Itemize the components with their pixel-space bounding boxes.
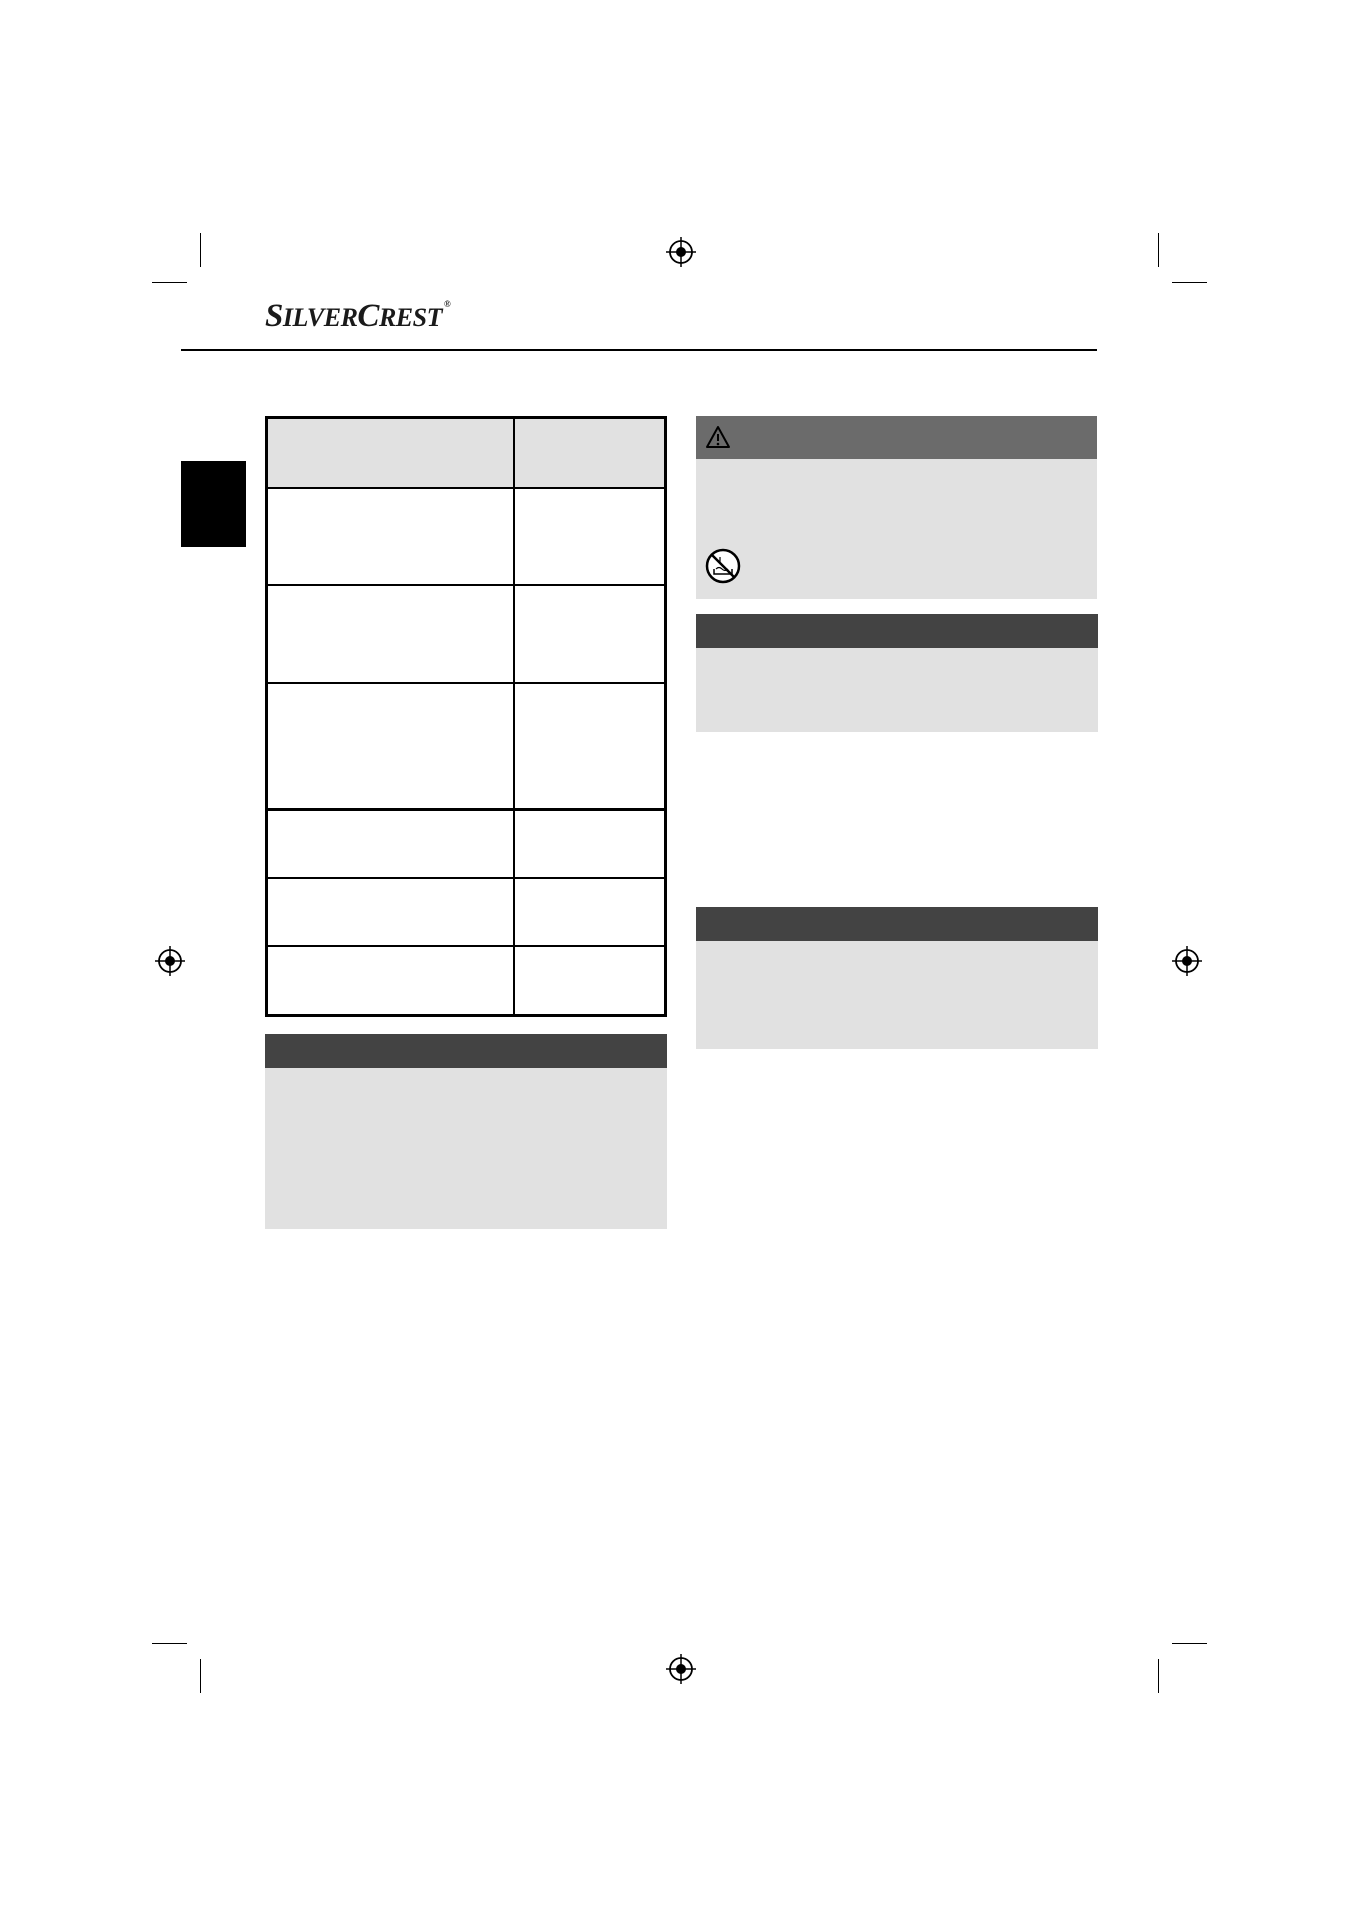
- data-table: [265, 416, 667, 1017]
- table-row: [268, 811, 664, 877]
- brand-second-rest: REST: [378, 303, 442, 332]
- info-box-right-lower: [696, 907, 1098, 1049]
- registration-mark-icon: [665, 236, 697, 268]
- table-row: [268, 684, 664, 808]
- info-box-body: [696, 648, 1098, 732]
- brand-logo: [265, 300, 450, 333]
- crop-mark-bottom-right-horizontal: [1172, 1643, 1207, 1644]
- header-rule: [181, 349, 1097, 351]
- crop-mark-top-right-horizontal: [1172, 282, 1207, 283]
- registration-mark-icon: [1171, 945, 1203, 977]
- table-row: [268, 947, 664, 1014]
- warning-triangle-icon: [705, 425, 731, 449]
- registration-mark-icon: [154, 945, 186, 977]
- crop-mark-top-left-horizontal: [152, 282, 187, 283]
- info-box-left: [265, 1034, 667, 1229]
- crop-mark-bottom-right-vertical: [1158, 1659, 1159, 1693]
- warning-box-body: [696, 459, 1097, 599]
- registration-mark-icon: [665, 1653, 697, 1685]
- brand-registered-symbol: ®: [443, 299, 451, 309]
- crop-mark-top-left-vertical: [200, 233, 201, 267]
- table-row: [268, 489, 664, 584]
- table-row: [268, 879, 664, 945]
- crop-mark-top-right-vertical: [1158, 233, 1159, 267]
- warning-box: [696, 416, 1097, 599]
- info-box-body: [265, 1068, 667, 1229]
- info-box-header: [265, 1034, 667, 1068]
- brand-first-rest: ILVER: [282, 303, 358, 332]
- crop-mark-bottom-left-horizontal: [152, 1643, 187, 1644]
- warning-box-header: [696, 416, 1097, 459]
- crop-mark-bottom-left-vertical: [200, 1659, 201, 1693]
- info-box-body: [696, 941, 1098, 1049]
- language-side-tab: [181, 461, 246, 547]
- brand-first-cap: S: [265, 298, 283, 334]
- table-column-divider: [513, 419, 515, 1014]
- info-box-header: [696, 907, 1098, 941]
- table-row: [268, 586, 664, 682]
- table-header-row: [268, 419, 664, 487]
- no-bathtub-icon: [704, 547, 742, 585]
- info-box-right-middle: [696, 614, 1098, 732]
- brand-second-cap: C: [357, 298, 379, 334]
- info-box-header: [696, 614, 1098, 648]
